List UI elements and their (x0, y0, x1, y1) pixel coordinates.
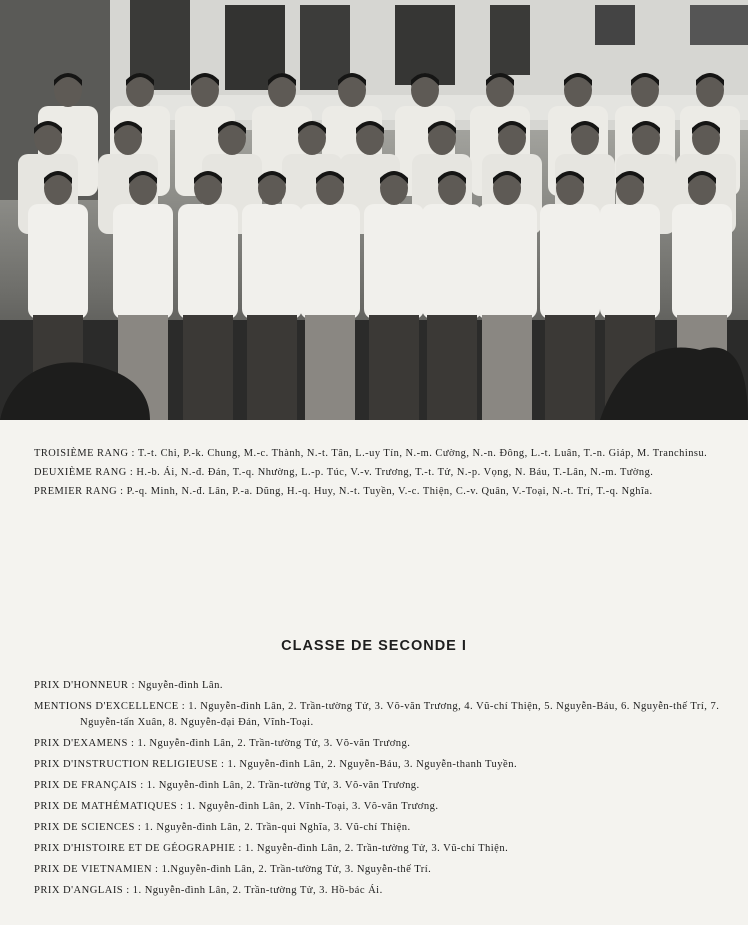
prize-item: PRIX DE MATHÉMATIQUES : 1. Nguyễn-đình Lân, 2. Vĩnh-Toại, 3. Võ-văn Trương. (34, 801, 439, 812)
section-title: CLASSE DE SECONDE I (281, 638, 467, 654)
student-figure (477, 171, 537, 420)
student-figure (422, 171, 482, 420)
student-figure (364, 171, 424, 420)
prize-item: PRIX DE VIETNAMIEN : 1.Nguyễn-đình Lân, 2. Trần-tường Tử, 3. Nguyễn-thế Trí. (34, 864, 432, 875)
prize-item: PRIX D'HONNEUR : Nguyễn-đình Lân. (34, 680, 223, 691)
prize-item: PRIX D'ANGLAIS : 1. Nguyễn-đình Lân, 2. Trần-tường Tử, 3. Hồ-bác Ái. (34, 885, 383, 896)
student-figure (540, 171, 600, 420)
caption-row-first: PREMIER RANG : P.-q. Minh, N.-đ. Lân, P.-a. Dũng, H.-q. Huy, N.-t. Tuyền, V.-c. Thiện, C.-v. Quân, V.-Toại, N.-t. Trí, T.-q. Nghĩa. (34, 486, 653, 498)
prize-item: PRIX D'HISTOIRE ET DE GÉOGRAPHIE : 1. Nguyễn-đình Lân, 2. Trần-tường Tử, 3. Vũ-chí Thiện. (34, 843, 509, 854)
class-photo-icon (0, 0, 748, 420)
class-group-photo (0, 0, 748, 420)
student-figure (300, 171, 360, 420)
prize-item: PRIX D'INSTRUCTION RELIGIEUSE : 1. Nguyễn-đình Lân, 2. Nguyễn-Báu, 3. Nguyễn-thanh Tuyền. (34, 759, 518, 770)
caption-row-second: DEUXIÈME RANG : H.-b. Ái, N.-đ. Đán, T.-q. Nhường, L.-p. Túc, V.-v. Trương, T.-t. Tử, N.-p. Vọng, N. Báu, T.-Lân, N.-m. Tường. (34, 467, 654, 479)
prize-item: PRIX DE FRANÇAIS : 1. Nguyễn-đình Lân, 2. Trần-tường Tử, 3. Võ-văn Trương. (34, 780, 420, 791)
student-figure (178, 171, 238, 420)
photo-caption (34, 446, 734, 504)
prize-list (34, 678, 734, 904)
caption-row-third: TROISIÈME RANG : T.-t. Chi, P.-k. Chung, M.-c. Thành, N.-t. Tân, L.-uy Tín, N.-m. Cường, N.-n. Đông, L.-t. Luân, T.-n. Giáp, M. Tranchinsu. (34, 448, 708, 459)
prize-item: MENTIONS D'EXCELLENCE : 1. Nguyễn-đình Lân, 2. Trần-tường Tử, 3. Võ-văn Trương, 4. Vũ-chí Thiện, 5. Nguyễn-Báu, 6. Nguyễn-thế Trí, 7. Nguyễn-tấn Xuân, 8. Nguyễn-đại Đán, Vĩnh-Toại. (34, 701, 720, 728)
prize-item: PRIX D'EXAMENS : 1. Nguyễn-đình Lân, 2. Trần-tường Tử, 3. Võ-văn Trương. (34, 738, 411, 749)
student-figure (242, 171, 302, 420)
prize-item: PRIX DE SCIENCES : 1. Nguyễn-đình Lân, 2. Trần-qui Nghĩa, 3. Vũ-chí Thiện. (34, 822, 411, 833)
